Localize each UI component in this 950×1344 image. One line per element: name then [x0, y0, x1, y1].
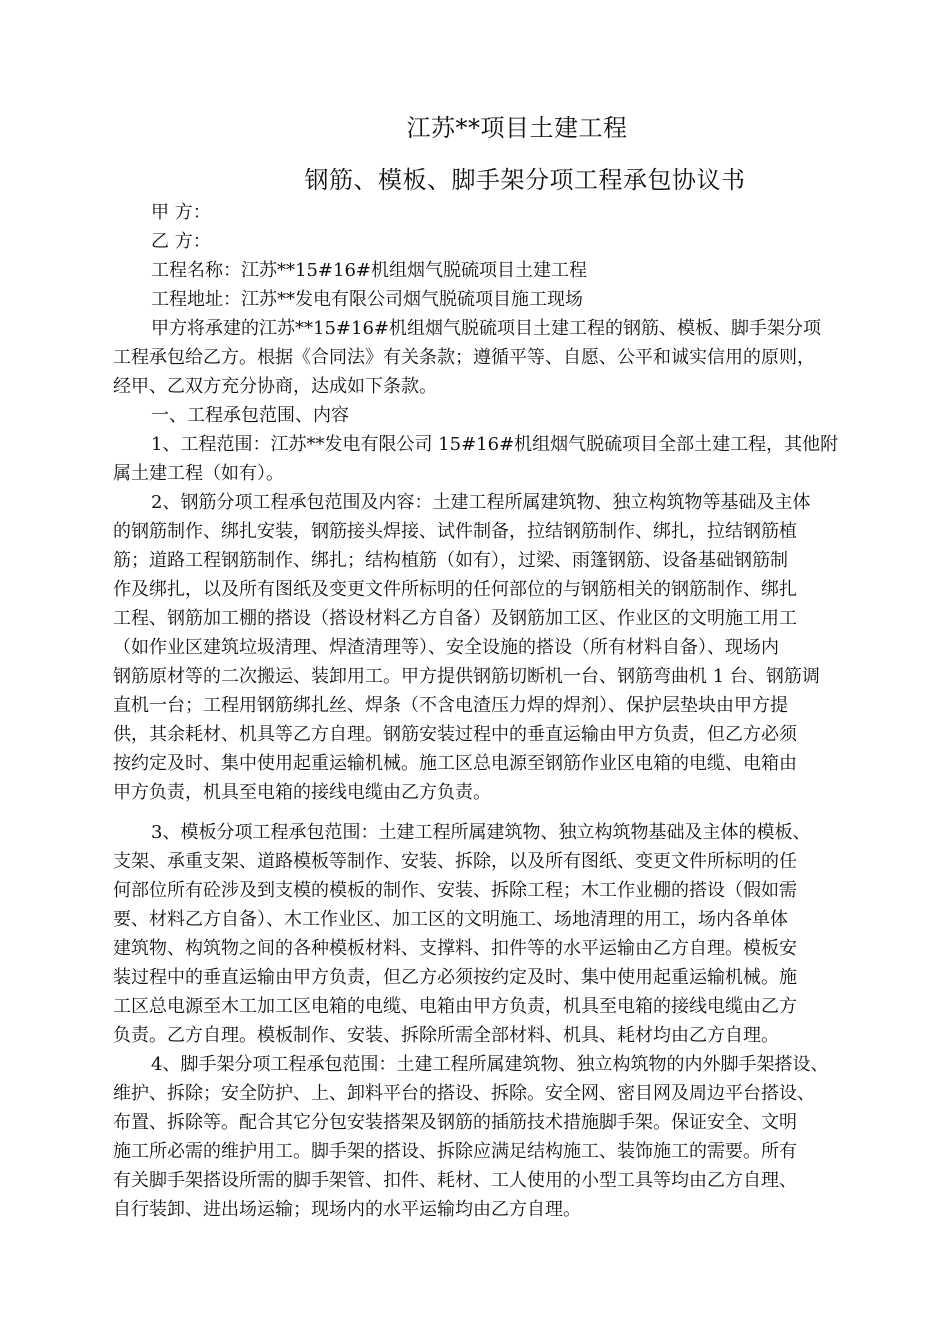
party-b-field: 乙 方：	[151, 231, 211, 252]
project-name-field: 工程名称：江苏**15#16#机组烟气脱硫项目土建工程	[151, 260, 587, 281]
paragraph-line: 甲方将承建的江苏**15#16#机组烟气脱硫项目土建工程的钢筋、模板、脚手架分项	[151, 318, 821, 339]
paragraph-line: 甲方负责，机具至电箱的接线电缆由乙方负责。	[113, 782, 491, 803]
paragraph-line: 维护、拆除；安全防护、上、卸料平台的搭设、拆除。安全网、密目网及周边平台搭设、	[113, 1083, 815, 1104]
party-a-field: 甲 方：	[151, 202, 211, 223]
paragraph-line: 钢筋原材等的二次搬运、装卸用工。甲方提供钢筋切断机一台、钢筋弯曲机 1 台、钢筋调	[113, 666, 820, 687]
paragraph-line: 施工所必需的维护用工。脚手架的搭设、拆除应满足结构施工、装饰施工的需要。所有	[113, 1141, 797, 1162]
section-heading: 一、工程承包范围、内容	[151, 405, 349, 426]
project-address-field: 工程地址：江苏**发电有限公司烟气脱硫项目施工现场	[151, 289, 583, 310]
paragraph-line: 4、脚手架分项工程承包范围：土建工程所属建筑物、独立构筑物的内外脚手架搭设、	[151, 1054, 829, 1075]
paragraph-line: 建筑物、构筑物之间的各种模板材料、支撑料、扣件等的水平运输由乙方自理。模板安	[113, 938, 797, 959]
paragraph-line: 工程、钢筋加工棚的搭设（搭设材料乙方自备）及钢筋加工区、作业区的文明施工用工	[113, 608, 797, 629]
paragraph-line: 装过程中的垂直运输由甲方负责，但乙方必须按约定及时、集中使用起重运输机械。施	[113, 967, 797, 988]
paragraph-line: （如作业区建筑垃圾清理、焊渣清理等）、安全设施的搭设（所有材料自备）、现场内	[113, 637, 779, 658]
paragraph-line: 的钢筋制作、绑扎安装，钢筋接头焊接、试件制备，拉结钢筋制作、绑扎，拉结钢筋植	[113, 521, 797, 542]
paragraph-line: 作及绑扎，以及所有图纸及变更文件所标明的任何部位的与钢筋相关的钢筋制作、绑扎	[113, 579, 797, 600]
paragraph-line: 1、工程范围：江苏**发电有限公司 15#16#机组烟气脱硫项目全部土建工程，其他附	[151, 434, 839, 455]
paragraph-line: 供，其余耗材、机具等乙方自理。钢筋安装过程中的垂直运输由甲方负责，但乙方必须	[113, 724, 797, 745]
paragraph-line: 要、材料乙方自备）、木工作业区、加工区的文明施工、场地清理的用工，场内各单体	[113, 909, 788, 930]
paragraph-line: 支架、承重支架、道路模板等制作、安装、拆除，以及所有图纸、变更文件所标明的任	[113, 851, 797, 872]
paragraph-line: 直机一台；工程用钢筋绑扎丝、焊条（不含电渣压力焊的焊剂）、保护层垫块由甲方提	[113, 695, 788, 716]
paragraph-line: 经甲、乙双方充分协商，达成如下条款。	[113, 376, 437, 397]
paragraph-line: 何部位所有砼涉及到支模的模板的制作、安装、拆除工程；木工作业棚的搭设（假如需	[113, 880, 797, 901]
paragraph-line: 负责。乙方自理。模板制作、安装、拆除所需全部材料、机具、耗材均由乙方自理。	[113, 1025, 779, 1046]
document-title-line2: 钢筋、模板、脚手架分项工程承包协议书	[304, 166, 746, 194]
document-title-line1: 江苏**项目土建工程	[406, 114, 628, 142]
paragraph-line: 有关脚手架搭设所需的脚手架管、扣件、耗材、工人使用的小型工具等均由乙方自理、	[113, 1170, 797, 1191]
paragraph-line: 3、模板分项工程承包范围：土建工程所属建筑物、独立构筑物基础及主体的模板、	[151, 822, 811, 843]
paragraph-line: 2、钢筋分项工程承包范围及内容：土建工程所属建筑物、独立构筑物等基础及主体	[151, 492, 811, 513]
paragraph-line: 布置、拆除等。配合其它分包安装搭架及钢筋的插筋技术措施脚手架。保证安全、文明	[113, 1112, 797, 1133]
paragraph-line: 按约定及时、集中使用起重运输机械。施工区总电源至钢筋作业区电箱的电缆、电箱由	[113, 753, 797, 774]
paragraph-line: 工区总电源至木工加工区电箱的电缆、电箱由甲方负责，机具至电箱的接线电缆由乙方	[113, 996, 797, 1017]
paragraph-line: 属土建工程（如有）。	[113, 463, 284, 484]
paragraph-line: 工程承包给乙方。根据《合同法》有关条款；遵循平等、自愿、公平和诚实信用的原则，	[113, 347, 815, 368]
paragraph-line: 自行装卸、进出场运输；现场内的水平运输均由乙方自理。	[113, 1199, 581, 1220]
paragraph-line: 筋；道路工程钢筋制作、绑扎；结构植筋（如有），过梁、雨篷钢筋、设备基础钢筋制	[113, 550, 788, 571]
